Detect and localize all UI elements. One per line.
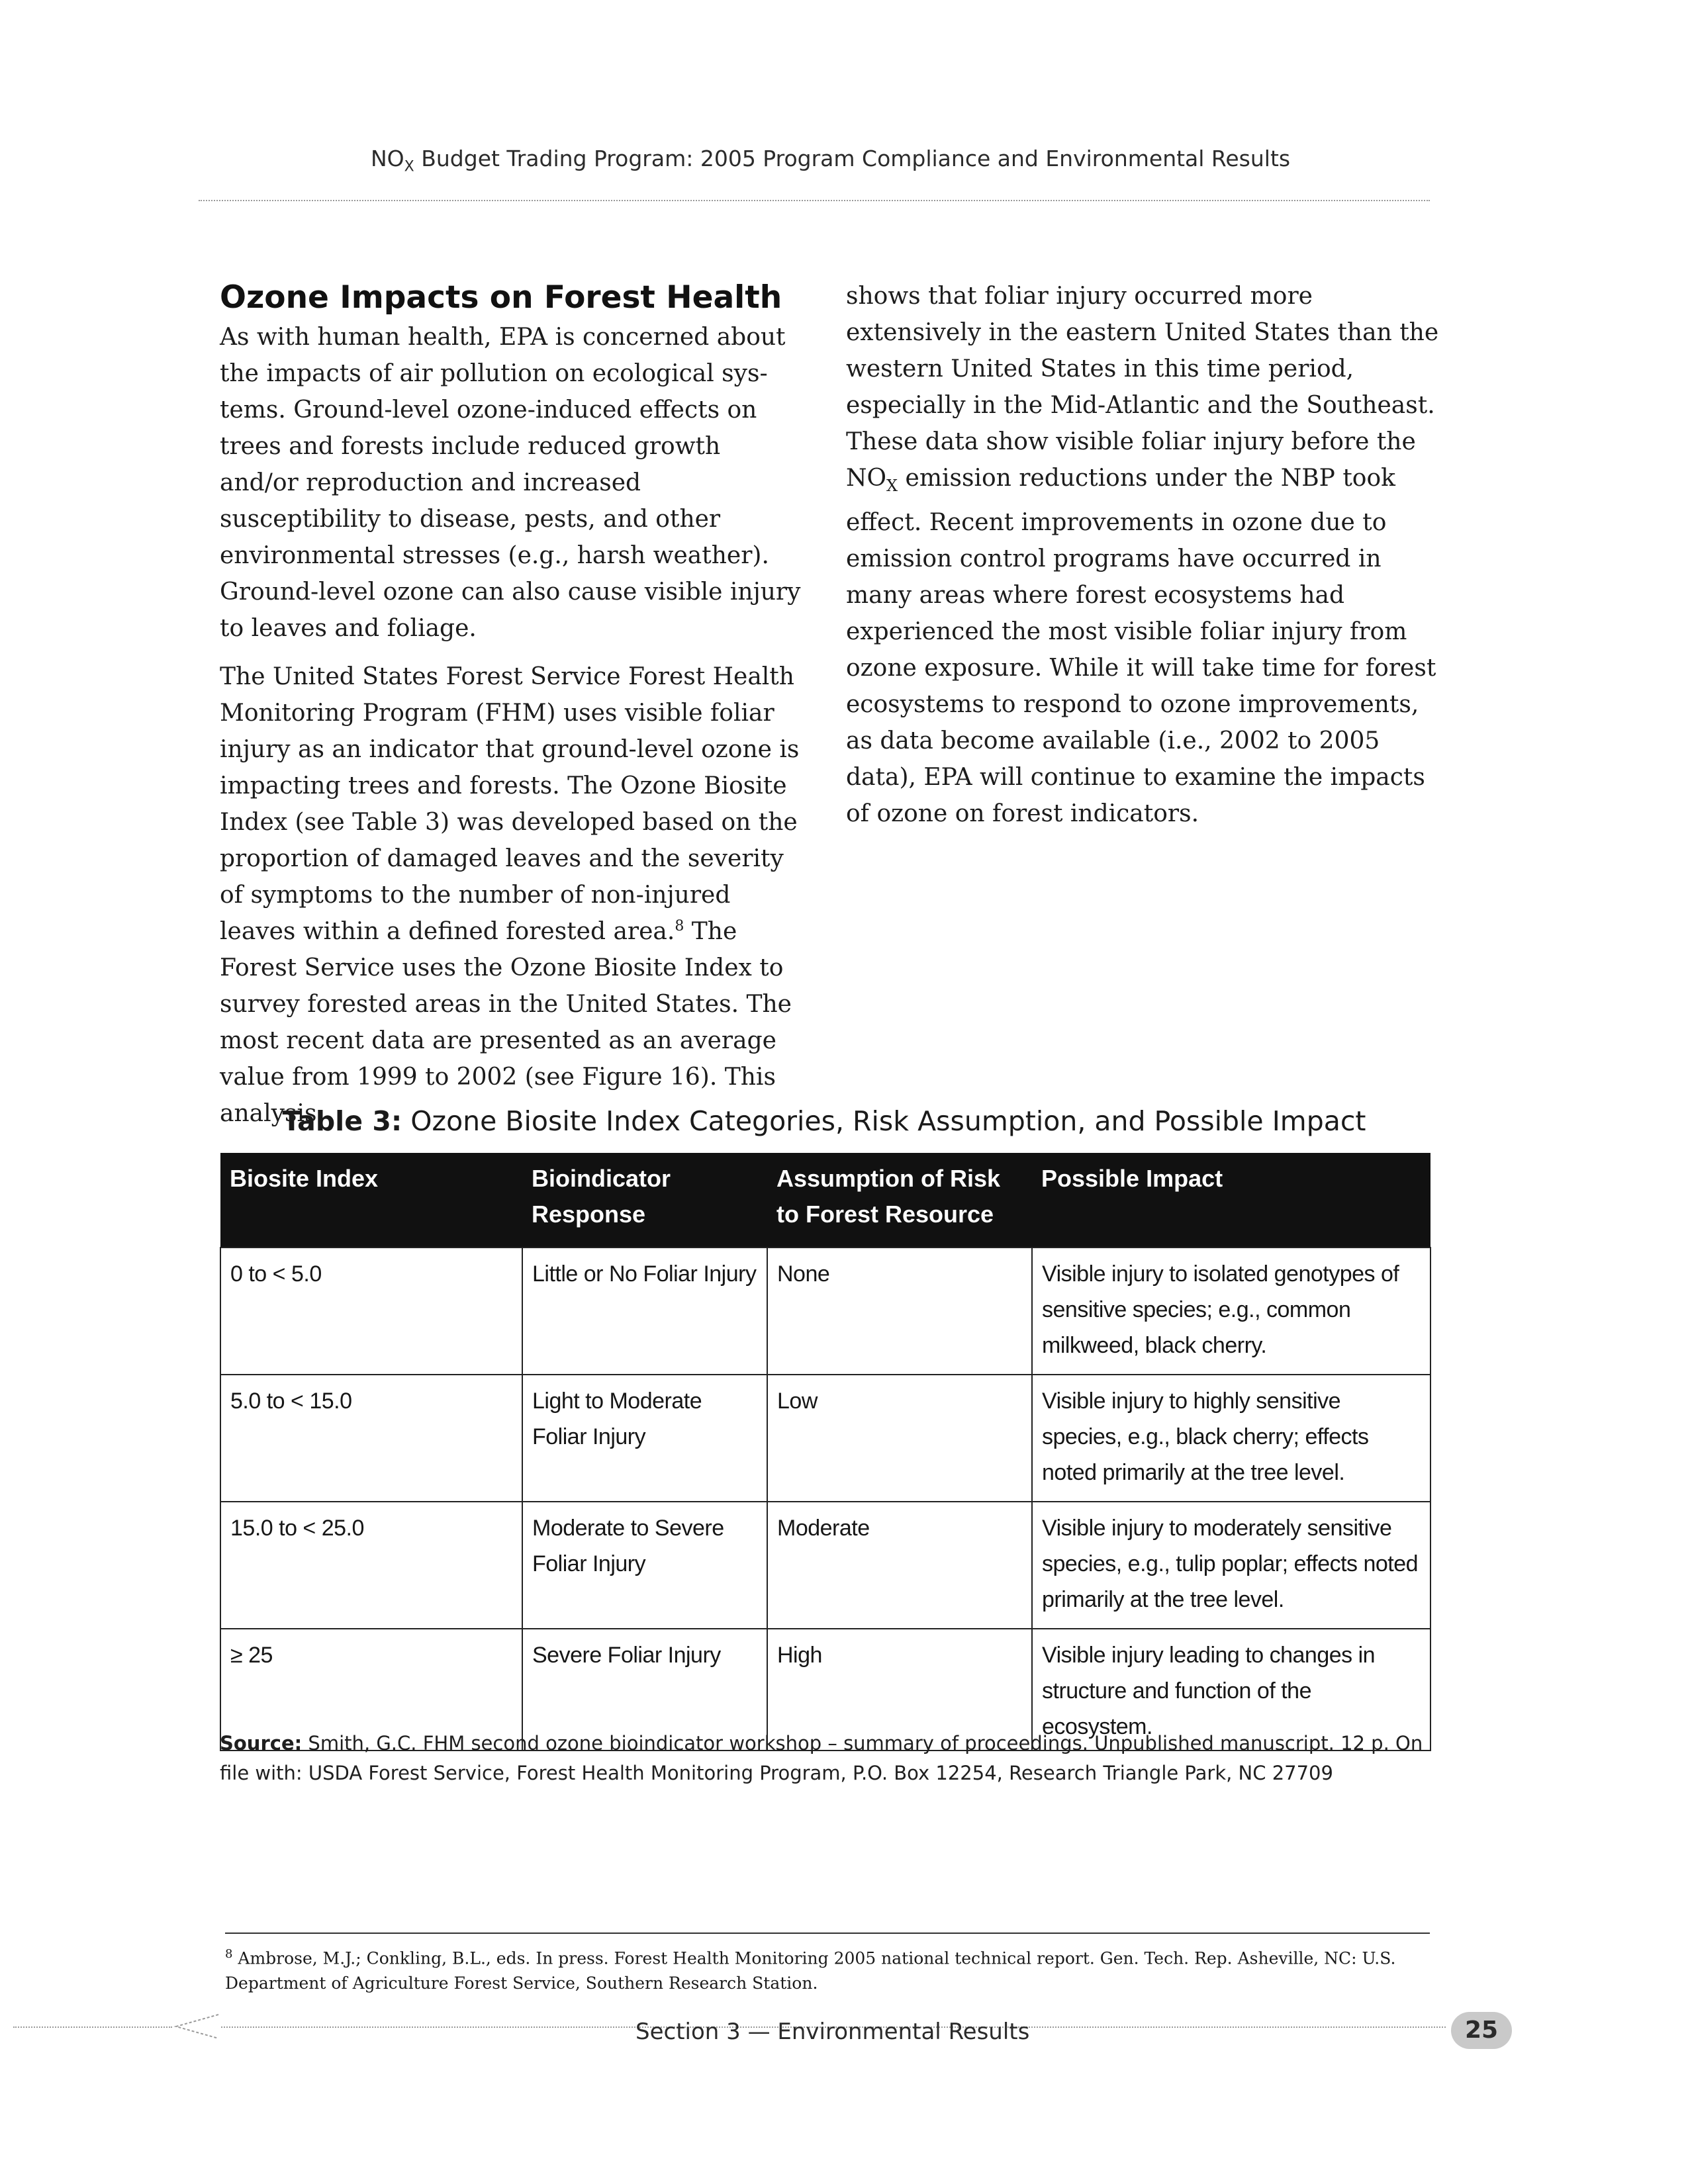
running-header [371,146,1364,175]
page-number-badge: 25 [1451,2012,1512,2049]
paragraph-3 [846,278,1442,832]
footnote-marker: 8 [225,1947,233,1961]
paragraph-2-text-a: The United States Forest Service Forest Health Monitoring Program (FHM) uses visible foliar injury as an indicator that ground-level ozone is impacting trees and forests. The Ozone Biosite Index (see Table 3) was developed based on the proportion of damaged leaves and the severity of symptoms to the number of non-injured leaves within a defined forested area. [220,663,800,945]
footer-chevron-icon [173,2013,220,2040]
table-cell: 0 to < 5.0 [220,1248,522,1375]
table-cell: Visible injury to highly sensitive species, e.g., black cherry; effects noted primarily at the tree level. [1032,1375,1430,1502]
footer-section-label: Section 3 — Environmental Results [635,2019,1030,2045]
table-cell: None [767,1248,1032,1375]
header-title-rest: Budget Trading Program: 2005 Program Compliance and Environmental Results [414,146,1291,171]
table-cell: High [767,1629,1032,1751]
table-header-row [220,1153,1430,1248]
footnote [225,1942,1417,1996]
header-title-prefix: NO [371,146,404,171]
nox-subscript: X [886,477,898,496]
table-cell: 5.0 to < 15.0 [220,1375,522,1502]
paragraph-3-text-a: shows that foliar injury occurred more extensively in the eastern United States than the western United States in this time period, especially in the Mid-Atlantic and the Southeast. These data show visible foliar injury before the NO [846,283,1439,492]
header-title-subscript: X [404,158,414,175]
table-cell: Visible injury to isolated genotypes of sensitive species; e.g., common milkweed, black cherry. [1032,1248,1430,1375]
table-cell: Low [767,1375,1032,1502]
table-caption-text: Ozone Biosite Index Categories, Risk Assumption, and Possible Impact [402,1105,1366,1137]
footnote-text: Ambrose, M.J.; Conkling, B.L., eds. In press. Forest Health Monitoring 2005 national technical report. Gen. Tech. Rep. Asheville, NC: U.S. Department of Agriculture Forest Service, Southern Research Station. [225,1948,1396,1993]
paragraph-2-text-b: The Forest Service uses the Ozone Biosite Index to survey forested areas in the United States. The most recent data are presented as an average value from 1999 to 2002 (see Figure 16). This analysis [220,918,792,1127]
column-header: Biosite Index [220,1153,522,1248]
table-cell: Visible injury to moderately sensitive species, e.g., tulip poplar; effects noted primarily at the tree level. [1032,1502,1430,1629]
column-header: Bioindicator Response [522,1153,767,1248]
table-caption-label: Table 3: [282,1105,402,1137]
source-text: Smith, G.C. FHM second ozone bioindicator workshop – summary of proceedings. Unpublished manuscript. 12 p. On file with: USDA Forest Service, Forest Health Monitoring Program, P.O. Box 12254, Research Triangle Park, NC 27709 [220,1732,1423,1784]
table-caption [218,1105,1430,1137]
section-heading: Ozone Impacts on Forest Health [220,279,782,316]
footer-rule-left [13,2026,172,2028]
column-header: Assumption of Risk to Forest Resource [767,1153,1032,1248]
biosite-index-table [220,1153,1431,1751]
table-cell: ≥ 25 [220,1629,522,1751]
header-divider [199,200,1430,201]
table-source-note [220,1729,1431,1788]
table-row [220,1502,1430,1629]
paragraph-2 [220,659,802,1132]
source-label: Source: [220,1732,303,1754]
table-cell: 15.0 to < 25.0 [220,1502,522,1629]
footnote-divider [225,1933,1430,1934]
table-cell: Moderate [767,1502,1032,1629]
table-cell: Severe Foliar Injury [522,1629,767,1751]
column-header: Possible Impact [1032,1153,1430,1248]
table-row [220,1248,1430,1375]
table-cell: Light to Moderate Foliar Injury [522,1375,767,1502]
right-column [846,278,1442,844]
footnote-reference: 8 [675,918,684,934]
table-cell: Visible injury leading to changes in structure and function of the ecosystem. [1032,1629,1430,1751]
table-row [220,1375,1430,1502]
paragraph-1: As with human health, EPA is concerned about the impacts of air pollution on ecological systems. Ground-level ozone-induced effects on trees and forests include reduced growth and/or reproduction and increased susceptibility to disease, pests, and other environmental stresses (e.g., harsh weather). Ground-level ozone can also cause visible injury to leaves and foliage. [220,324,801,642]
table-cell: Little or No Foliar Injury [522,1248,767,1375]
left-column [220,278,802,1144]
table-cell: Moderate to Severe Foliar Injury [522,1502,767,1629]
paragraph-3-text-b: emission reductions under the NBP took effect. Recent improvements in ozone due to emission control programs have occurred in many areas where forest ecosystems had experienced the most visible foliar injury from ozone exposure. While it will take time for forest ecosystems to respond to ozone improvements, as data become available (i.e., 2002 to 2005 data), EPA will continue to examine the impacts of ozone on forest indicators. [846,465,1436,828]
